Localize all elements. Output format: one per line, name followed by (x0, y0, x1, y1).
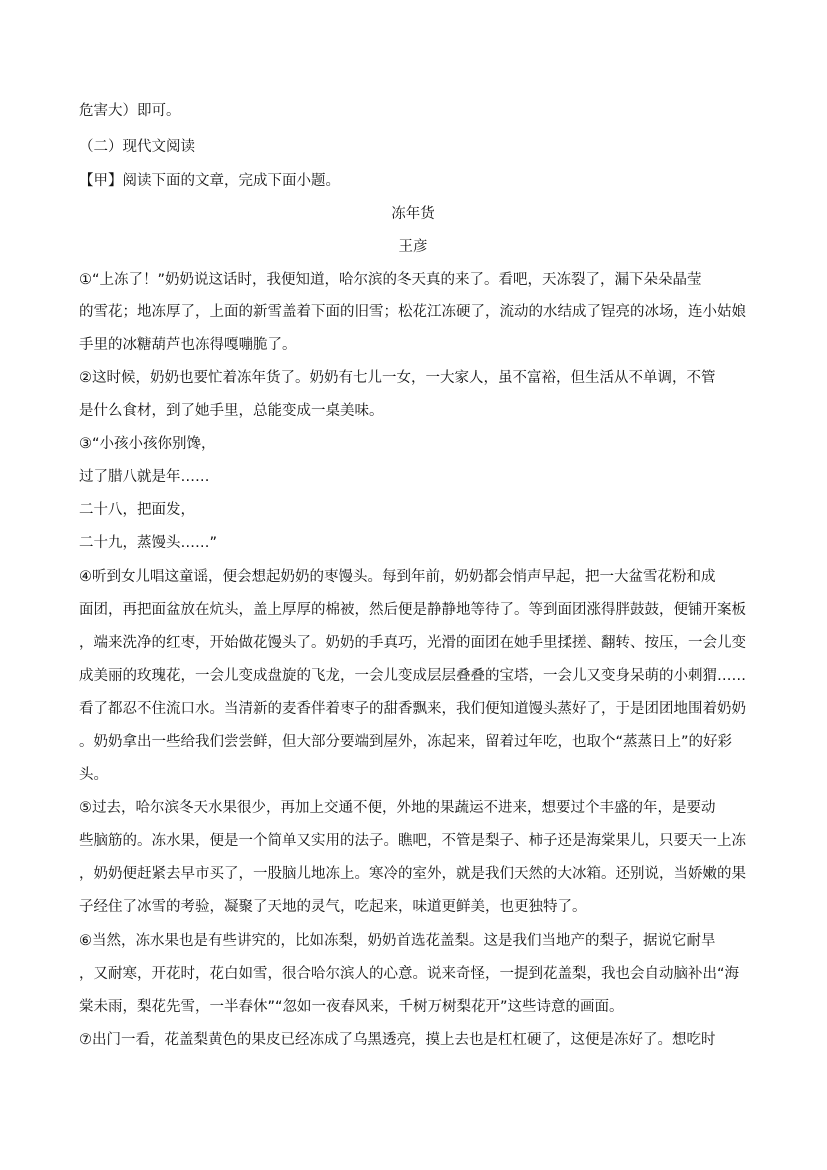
paragraph-1-line-2: 的雪花；地冻厚了，上面的新雪盖着下面的旧雪；松花江冻硬了，流动的水结成了锃亮的冰场，连小姑娘 (79, 304, 746, 320)
instruction-line: 【甲】阅读下面的文章，完成下面小题。 (79, 173, 340, 189)
paragraph-6-line-1: ⑥当然，冻水果也是有些讲究的，比如冻梨，奶奶首选花盖梨。这是我们当地产的梨子，据说它耐旱 (79, 933, 716, 949)
paragraph-1-line-3: 手里的冰糖葫芦也冻得嘎嘣脆了。 (79, 337, 297, 353)
paragraph-7-line-1: ⑦出门一看，花盖梨黄色的果皮已经冻成了乌黑透亮，摸上去也是杠杠硬了，这便是冻好了。想吃时 (79, 1032, 716, 1048)
article-title: 冻年货 (391, 206, 435, 222)
paragraph-6-line-2: ，又耐寒，开花时，花白如雪，很合哈尔滨人的心意。说来奇怪，一提到花盖梨，我也会自动脑补出“海 (79, 966, 740, 982)
rhyme-line-4: 二十九，蒸馒头……” (79, 535, 218, 551)
rhyme-line-3: 二十八，把面发， (79, 502, 195, 518)
paragraph-5-line-4: 子经住了冰雪的考验，凝聚了天地的灵气，吃起来，味道更鲜美，也更独特了。 (79, 899, 587, 915)
paragraph-4-line-4: 成美丽的玫瑰花，一会儿变成盘旋的飞龙，一会儿变成层层叠叠的宝塔，一会儿又变身呆萌的小刺猬…… (79, 668, 746, 684)
rhyme-line-1: ③“小孩小孩你别馋， (79, 436, 216, 452)
paragraph-6-line-3: 棠未雨，梨花先雪，一半春休”“忽如一夜春风来，千树万树梨花开”这些诗意的画面。 (79, 999, 624, 1015)
paragraph-4-line-5: 看了都忍不住流口水。当清新的麦香伴着枣子的甜香飘来，我们便知道馒头蒸好了，于是团团地围着奶奶 (79, 701, 746, 717)
section-heading: （二）现代文阅读 (79, 139, 195, 155)
paragraph-4-line-1: ④听到女儿唱这童谣，便会想起奶奶的枣馒头。每到年前，奶奶都会悄声早起，把一大盆雪花粉和成 (79, 569, 716, 585)
paragraph-5-line-2: 些脑筋的。冻水果，便是一个简单又实用的法子。瞧吧，不管是梨子、柿子还是海棠果儿，只要天一上冻 (79, 833, 746, 849)
continuation-line: 危害大）即可。 (79, 103, 181, 119)
paragraph-4-line-2: 面团，再把面盆放在炕头，盖上厚厚的棉被，然后便是静静地等待了。等到面团涨得胖鼓鼓，便铺开案板 (79, 602, 746, 618)
article-author: 王彦 (398, 239, 428, 255)
paragraph-5-line-1: ⑤过去，哈尔滨冬天水果很少，再加上交通不便，外地的果蔬运不进来，想要过个丰盛的年，是要动 (79, 800, 716, 816)
paragraph-5-line-3: ，奶奶便赶紧去早市买了，一股脑儿地冻上。寒冷的室外，就是我们天然的大冰箱。还别说，当娇嫩的果 (79, 866, 746, 882)
paragraph-4-line-3: ，端来洗净的红枣，开始做花馒头了。奶奶的手真巧，光滑的面团在她手里揉搓、翻转、按压，一会儿变 (79, 635, 746, 651)
paragraph-1-line-1: ①“上冻了！”奶奶说这话时，我便知道，哈尔滨的冬天真的来了。看吧，天冻裂了，漏下朵朵晶莹 (79, 272, 702, 288)
paragraph-2-line-1: ②这时候，奶奶也要忙着冻年货了。奶奶有七儿一女，一大家人，虽不富裕，但生活从不单调，不管 (79, 370, 716, 386)
paragraph-4-line-6: 。奶奶拿出一些给我们尝尝鲜，但大部分要端到屋外，冻起来，留着过年吃，也取个“蒸蒸日上”的好彩 (79, 734, 733, 750)
rhyme-line-2: 过了腊八就是年…… (79, 469, 210, 485)
paragraph-2-line-2: 是什么食材，到了她手里，总能变成一桌美味。 (79, 403, 384, 419)
paragraph-4-line-7: 头。 (79, 767, 108, 783)
